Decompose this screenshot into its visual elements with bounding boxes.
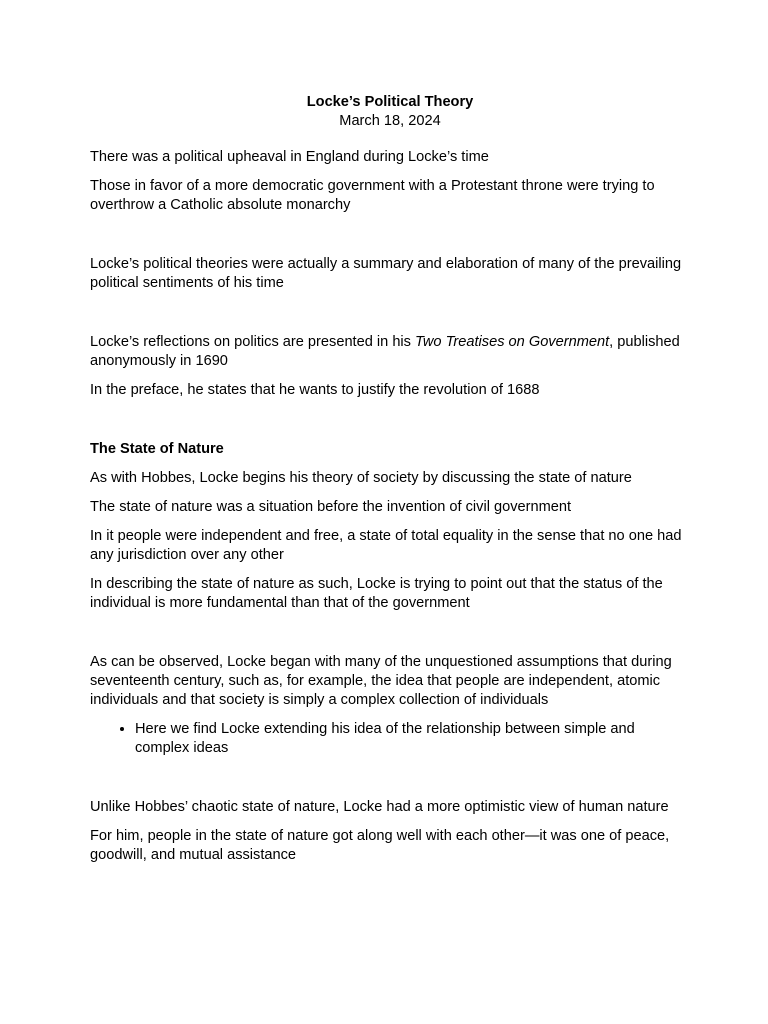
spacer bbox=[90, 225, 690, 255]
paragraph-describing: In describing the state of nature as such, Locke is trying to point out that the status of the individual is more fundamental than that of the government bbox=[90, 576, 663, 611]
paragraph-unlike: Unlike Hobbes’ chaotic state of nature, Locke had a more optimistic view of human nature bbox=[90, 799, 669, 815]
paragraph-peace: For him, people in the state of nature got along well with each other—it was one of peace, goodwill, and mutual assistance bbox=[90, 828, 670, 863]
paragraph-hobbes: As with Hobbes, Locke begins his theory of society by discussing the state of nature bbox=[90, 470, 632, 486]
section-heading: The State of Nature bbox=[90, 441, 224, 457]
spacer bbox=[90, 410, 690, 440]
document-date: March 18, 2024 bbox=[339, 113, 441, 129]
paragraph-reflections bbox=[90, 333, 690, 371]
bullet-list bbox=[90, 720, 690, 758]
paragraph-situation: The state of nature was a situation before the invention of civil government bbox=[90, 499, 572, 515]
paragraph-theories: Locke’s political theories were actually a summary and elaboration of many of the prevailing political sentiments of his time bbox=[90, 256, 682, 291]
paragraph-preface: In the preface, he states that he wants to justify the revolution of 1688 bbox=[90, 382, 540, 398]
spacer bbox=[90, 303, 690, 333]
list-item: • Here we find Locke extending his idea of the relationship between simple and complex ideas bbox=[135, 720, 690, 758]
reflections-text-end: , published anonymously in 1690 bbox=[90, 334, 680, 369]
paragraph-independent: In it people were independent and free, a state of total equality in the sense that no one had any jurisdiction over any other bbox=[90, 528, 682, 563]
spacer bbox=[90, 768, 690, 798]
title-block bbox=[90, 93, 690, 131]
paragraph-favor: Those in favor of a more democratic government with a Protestant throne were trying to overthrow a Catholic absolute monarchy bbox=[90, 178, 655, 213]
book-title: Two Treatises on Government bbox=[415, 334, 610, 350]
paragraph-observed: As can be observed, Locke began with many of the unquestioned assumptions that during seventeenth century, such as, for example, the idea that people are independent, atomic individuals and that society is simply a complex collection of individuals bbox=[90, 654, 672, 708]
document-page bbox=[90, 93, 690, 875]
reflections-text-start: Locke’s reflections on politics are presented in his bbox=[90, 334, 416, 350]
document-title: Locke’s Political Theory bbox=[306, 94, 474, 110]
paragraph-upheaval: There was a political upheaval in England during Locke’s time bbox=[90, 149, 489, 165]
spacer bbox=[90, 623, 690, 653]
